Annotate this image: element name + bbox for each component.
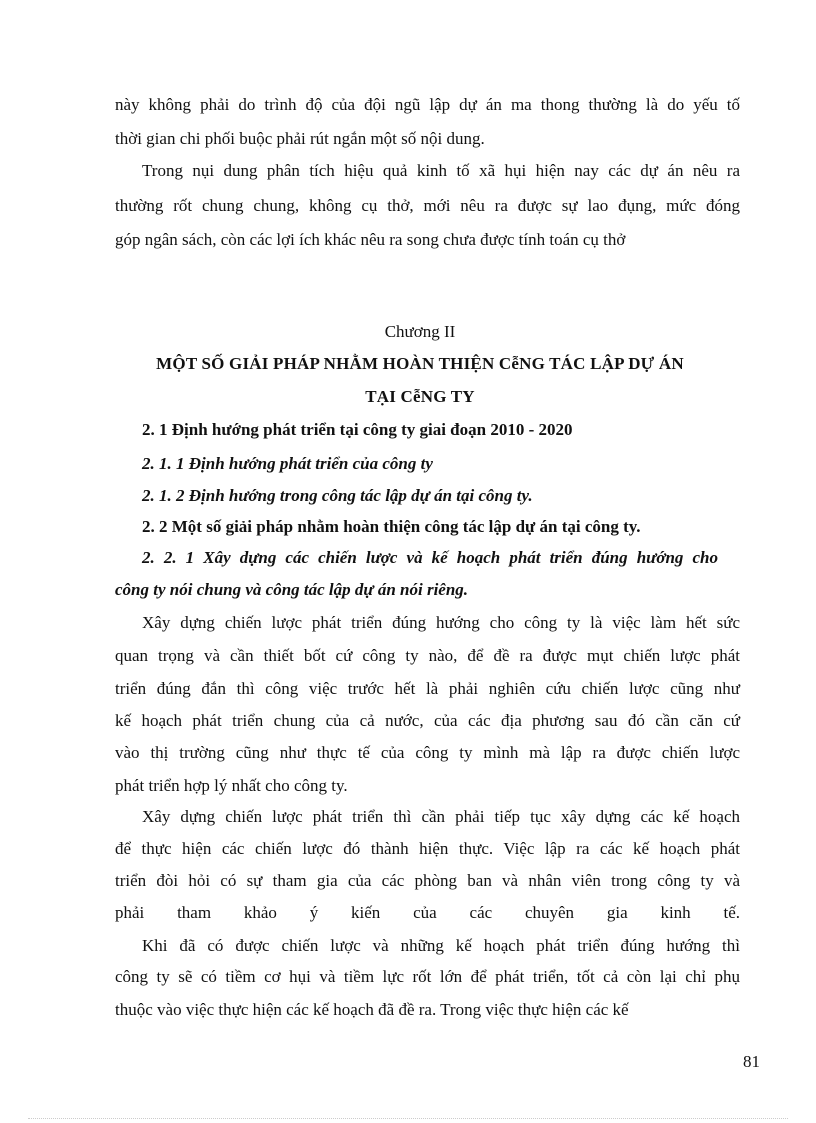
section-heading-2-1: 2. 1 Định hướng phát triển tại công ty giai đoạn 2010 - 2020 [142, 420, 573, 439]
body-text-line: Khi đã có được chiến lược và những kế hoạch phát triển đúng hướng thì [142, 936, 740, 955]
body-text-line: phải tham khảo ý kiến của các chuyên gia kinh tế. [115, 903, 740, 922]
body-text-line: Xây dựng chiến lược phát triển đúng hướng cho công ty là việc làm hết sức [142, 613, 740, 632]
body-text-line: vào thị trường cũng như thực tế của công ty mình mà lập ra được chiến lược [115, 743, 740, 762]
body-text-line: thường rốt chung chung, không cụ thở, mới nêu ra được sự lao đụng, mức đóng [115, 196, 740, 215]
section-heading-2-1-2: 2. 1. 2 Định hướng trong công tác lập dự án tại công ty. [142, 486, 533, 505]
section-heading-2-2: 2. 2 Một số giải pháp nhằm hoàn thiện công tác lập dự án tại công ty. [142, 517, 641, 536]
body-text-line: Trong nụi dung phân tích hiệu quả kinh tố xã hụi hiện nay các dự án nêu ra [142, 161, 740, 180]
body-text-line: để thực hiện các chiến lược đó thành hiện thực. Việc lập ra các kế hoạch phát [115, 839, 740, 858]
body-text-line: này không phải do trình độ của đội ngũ lập dự án ma thong thường là do yếu tố [115, 95, 740, 114]
chapter-label: Chương II [384, 322, 456, 341]
section-heading-2-1-1: 2. 1. 1 Định hướng phát triển của công ty [142, 454, 433, 473]
body-text-line: góp ngân sách, còn các lợi ích khác nêu ra song chưa được tính toán cụ thở [115, 230, 626, 249]
section-heading-2-2-1: 2. 2. 1 Xây dựng các chiến lược và kế hoạch phát triển đúng hướng cho [142, 548, 718, 567]
body-text-line: phát triển hợp lý nhất cho công ty. [115, 776, 348, 795]
section-heading-2-2-1-cont: công ty nói chung và công tác lập dự án nói riêng. [115, 580, 469, 599]
chapter-title-line-1: MỘT SỐ GIẢI PHÁP NHẰM HOÀN THIỆN CễNG TÁC LẬP DỰ ÁN [156, 354, 684, 373]
body-text-line: công ty sẽ có tiềm cơ hụi và tiềm lực rốt lớn để phát triển, tốt cả còn lại chỉ phụ [115, 967, 740, 986]
chapter-title-line-2: TẠI CễNG TY [365, 387, 475, 406]
body-text-line: triển đúng đắn thì công việc trước hết là phải nghiên cứu chiến lược cũng như [115, 679, 740, 698]
body-text-line: thời gian chi phối buộc phải rút ngắn một số nội dung. [115, 129, 485, 148]
body-text-line: quan trọng và cần thiết bốt cứ công ty nào, để đề ra được mụt chiến lược phát [115, 646, 740, 665]
body-text-line: thuộc vào việc thực hiện các kế hoạch đã đề ra. Trong việc thực hiện các kế [115, 1000, 629, 1019]
body-text-line: Xây dựng chiến lược phát triển thì cần phải tiếp tục xây dựng các kế hoạch [142, 807, 740, 826]
body-text-line: kế hoạch phát triển chung của cả nước, của các địa phương sau đó cần căn cứ [115, 711, 740, 730]
page-number: 81 [743, 1052, 760, 1071]
footer-divider [28, 1118, 788, 1119]
body-text-line: triển đòi hỏi có sự tham gia của các phòng ban và nhân viên trong công ty và [115, 871, 740, 890]
